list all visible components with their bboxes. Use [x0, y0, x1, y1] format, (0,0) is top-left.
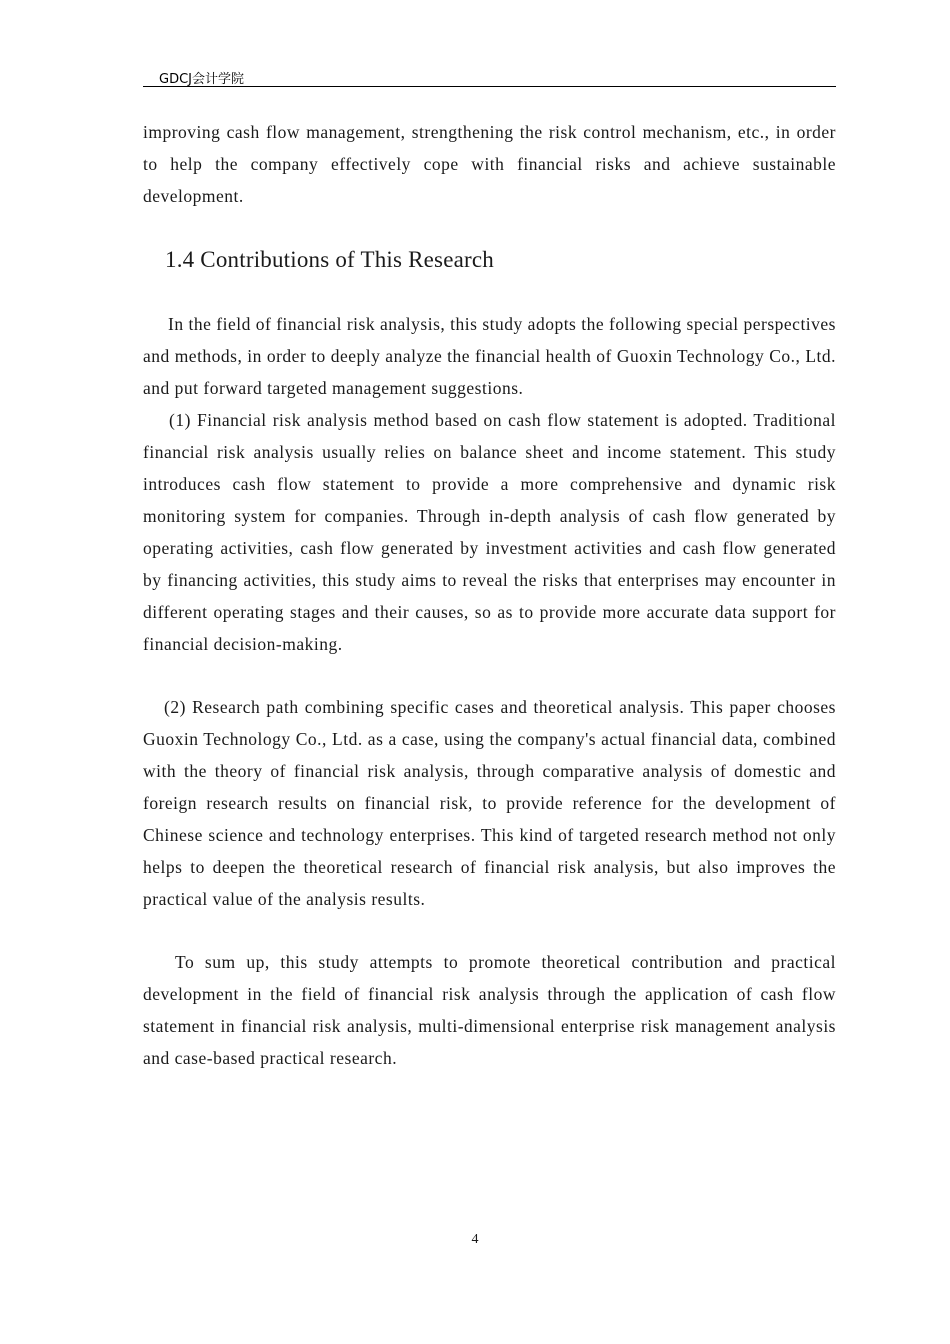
header-title: GDCJ会计学院 [159, 72, 244, 87]
intro-paragraph: In the field of financial risk analysis, this study adopts the following special perspectives and methods, in order to deeply analyze the financial health of Guoxin Technology Co., Ltd. and put forward targeted management suggestions. [143, 314, 836, 398]
page-number: 4 [471, 1232, 479, 1247]
section-heading: 1.4 Contributions of This Research [165, 247, 494, 272]
page-header [143, 66, 836, 87]
point-2-paragraph: (2) Research path combining specific cases and theoretical analysis. This paper chooses Guoxin Technology Co., Ltd. as a case, using the company's actual financial data, combined with the theory of financial risk analysis, through comparative analysis of domestic and foreign research results on financial risk, to provide reference for the development of Chinese science and technology enterprises. This kind of targeted research method not only helps to deepen the theoretical research of financial risk analysis, but also improves the practical value of the analysis results. [143, 697, 836, 909]
point-1-paragraph: (1) Financial risk analysis method based on cash flow statement is adopted. Traditional financial risk analysis usually relies on balance sheet and income statement. This study introduces cash flow statement to provide a more comprehensive and dynamic risk monitoring system for companies. Through in-depth analysis of cash flow generated by operating activities, cash flow generated by investment activities and cash flow generated by financing activities, this study aims to reveal the risks that enterprises may encounter in different operating stages and their causes, so as to provide more accurate data support for financial decision-making. [143, 410, 836, 654]
continuation-paragraph: improving cash flow management, strengthening the risk control mechanism, etc., in order to help the company effectively cope with financial risks and achieve sustainable development. [143, 122, 836, 206]
summary-paragraph: To sum up, this study attempts to promote theoretical contribution and practical development in the field of financial risk analysis through the application of cash flow statement in financial risk analysis, multi-dimensional enterprise risk management analysis and case-based practical research. [143, 952, 836, 1068]
